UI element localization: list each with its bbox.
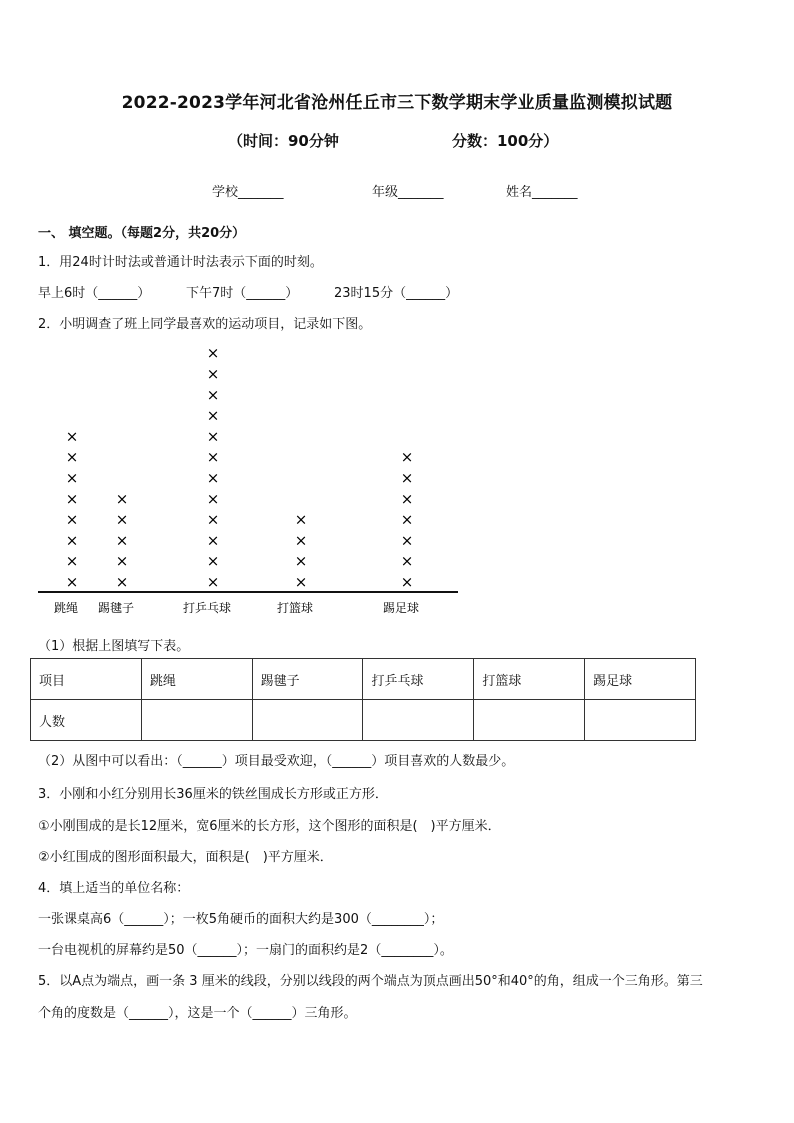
pictograph-marker: × [206,385,220,404]
q1-item-night: 23时15分（______） [334,286,459,301]
pictograph-marker: × [206,448,220,467]
answer-cell[interactable] [585,700,696,741]
q4-line1: 一张课桌高6（______）；一枚5角硬币的面积大约是300（________）； [38,912,444,927]
pictograph-marker: × [206,552,220,571]
pictograph-marker: × [206,469,220,487]
q5-line1: 5．以A点为端点，画一条 3 厘米的线段，分别以线段的两个端点为顶点画出50°和40°的角，组成一个三角形。第三 [38,974,703,989]
table-cell: 跳绳 [141,659,252,700]
pictograph-marker: × [65,489,79,508]
category-label: 跳绳 [53,601,79,615]
row-label: 人数 [31,700,142,741]
pictograph-marker: × [115,489,129,508]
answer-table [30,658,696,741]
category-label: 打篮球 [276,601,314,615]
pictograph-marker: × [400,510,414,529]
category-label: 踢毽子 [97,601,135,615]
pictograph-marker: × [400,489,414,508]
pictograph-marker: × [65,427,79,446]
pictograph-marker: × [400,469,414,487]
q3-text: 3．小刚和小红分别用长36厘米的铁丝围成长方形或正方形． [38,787,388,802]
table-cell: 打篮球 [474,659,585,700]
pictograph-marker: × [206,344,220,363]
q3-part-b: ②小红围成的图形面积最大，面积是( )平方厘米． [38,850,333,865]
q2-sub1: （1）根据上图填写下表。 [38,639,190,654]
pictograph-marker: × [294,573,308,591]
answer-cell[interactable] [474,700,585,741]
pictograph-marker: × [400,531,414,550]
pictograph-marker: × [115,573,129,591]
table-header-row [31,659,696,700]
answer-cell[interactable] [141,700,252,741]
q4-line2: 一台电视机的屏幕约是50（______）；一扇门的面积约是2（________）。 [38,943,453,958]
pictograph-marker: × [65,469,79,487]
q5-line2: 个角的度数是（______），这是一个（______）三角形。 [38,1006,357,1021]
table-cell: 踢足球 [585,659,696,700]
pictograph-marker: × [294,531,308,550]
pictograph-marker: × [294,510,308,529]
pictograph-marker: × [206,510,220,529]
pictograph-marker: × [65,448,79,467]
pictograph-marker: × [206,531,220,550]
table-cell: 项目 [31,659,142,700]
q4-text: 4．填上适当的单位名称： [38,881,190,896]
sports-pictograph [30,334,470,624]
q1-item-evening: 下午7时（______） [186,286,299,301]
section-heading: 一、 填空题。（每题2分，共20分） [38,226,246,241]
table-cell: 打乒乓球 [363,659,474,700]
pictograph-marker: × [400,573,414,591]
pictograph-marker: × [400,448,414,467]
pictograph-marker: × [206,573,220,591]
pictograph-marker: × [206,365,220,383]
pictograph-marker: × [65,531,79,550]
pictograph-marker: × [65,552,79,571]
category-label: 打乒乓球 [182,601,232,615]
q1-item-morning: 早上6时（______） [38,286,151,301]
pictograph-marker: × [115,552,129,571]
name-field[interactable]: 姓名_______ [506,185,578,200]
table-cell: 踢毽子 [252,659,363,700]
pictograph-marker: × [206,427,220,446]
q2-sub2: （2）从图中可以看出：（______）项目最受欢迎，（______）项目喜欢的人数最少。 [38,754,515,769]
pictograph-marker: × [115,510,129,529]
pictograph-marker: × [400,552,414,571]
pictograph-marker: × [206,489,220,508]
pictograph-marker: × [294,552,308,571]
q2-text: 2．小明调查了班上同学最喜欢的运动项目，记录如下图。 [38,317,372,332]
answer-cell[interactable] [252,700,363,741]
table-row [31,700,696,741]
answer-cell[interactable] [363,700,474,741]
pictograph-marker: × [206,406,220,425]
q3-part-a: ①小刚围成的是长12厘米，宽6厘米的长方形，这个图形的面积是( )平方厘米． [38,819,501,834]
pictograph-marker: × [65,510,79,529]
grade-field[interactable]: 年级_______ [372,185,444,200]
q1-text: 1．用24时计时法或普通计时法表示下面的时刻。 [38,255,323,270]
page-title: 2022-2023学年河北省沧州任丘市三下数学期末学业质量监测模拟试题 [121,93,673,113]
school-field[interactable]: 学校_______ [212,185,284,200]
pictograph-marker: × [115,531,129,550]
exam-score: 分数：100分） [452,132,559,150]
pictograph-marker: × [65,573,79,591]
exam-time: （时间：90分钟 [228,132,339,150]
category-label: 踢足球 [382,601,420,615]
